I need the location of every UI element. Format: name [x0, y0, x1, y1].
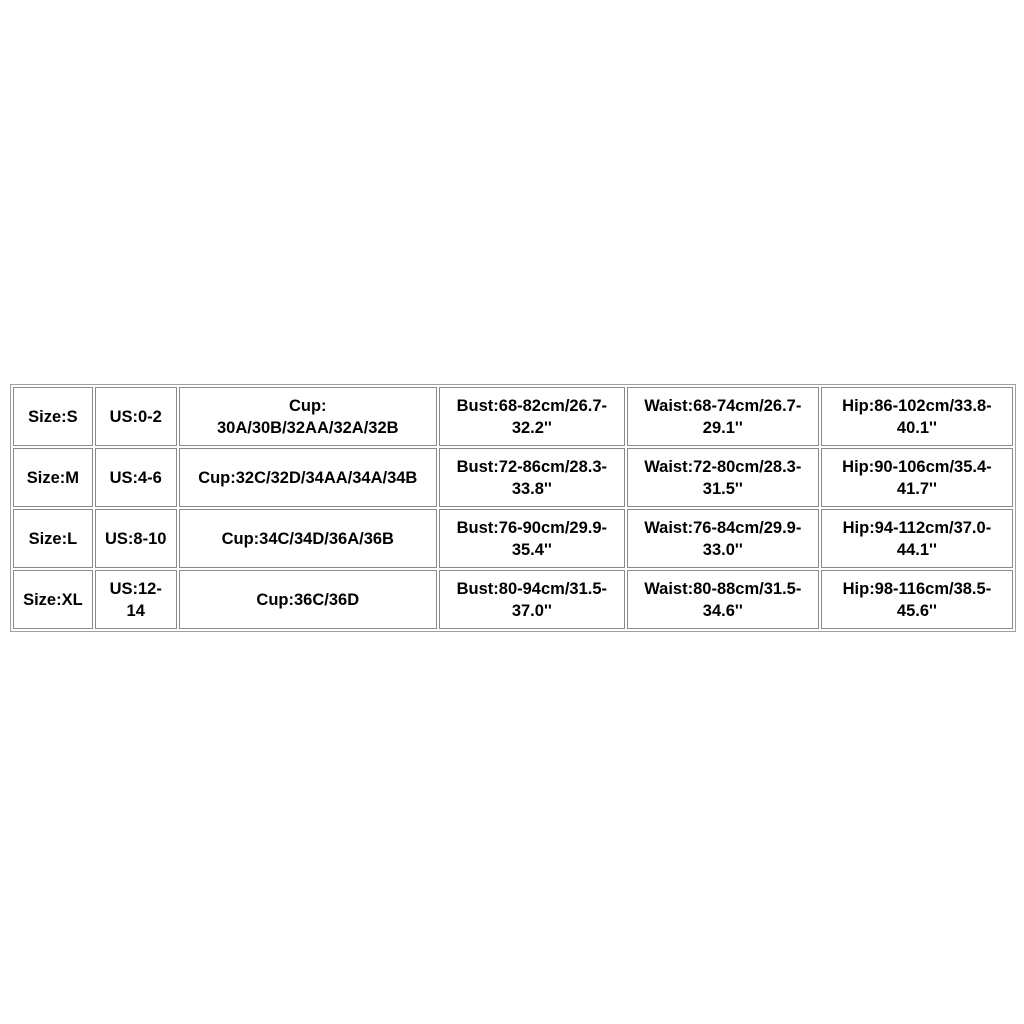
cup-cell: Cup:36C/36D — [179, 570, 437, 629]
bust-cell: Bust:68-82cm/26.7- 32.2'' — [439, 387, 625, 446]
bust-cell: Bust:76-90cm/29.9- 35.4'' — [439, 509, 625, 568]
size-cell: Size:S — [13, 387, 93, 446]
table-row-size-m — [13, 448, 1013, 507]
size-cell: Size:M — [13, 448, 93, 507]
hip-cell: Hip:86-102cm/33.8- 40.1'' — [821, 387, 1013, 446]
cup-cell: Cup: 30A/30B/32AA/32A/32B — [179, 387, 437, 446]
waist-cell: Waist:72-80cm/28.3- 31.5'' — [627, 448, 819, 507]
waist-cell: Waist:68-74cm/26.7- 29.1'' — [627, 387, 819, 446]
us-size-cell: US:8-10 — [95, 509, 177, 568]
hip-cell: Hip:90-106cm/35.4- 41.7'' — [821, 448, 1013, 507]
waist-cell: Waist:80-88cm/31.5- 34.6'' — [627, 570, 819, 629]
bust-cell: Bust:72-86cm/28.3- 33.8'' — [439, 448, 625, 507]
table-row-size-l — [13, 509, 1013, 568]
us-size-cell: US:4-6 — [95, 448, 177, 507]
hip-cell: Hip:94-112cm/37.0- 44.1'' — [821, 509, 1013, 568]
size-cell: Size:L — [13, 509, 93, 568]
us-size-cell: US:0-2 — [95, 387, 177, 446]
size-cell: Size:XL — [13, 570, 93, 629]
bust-cell: Bust:80-94cm/31.5- 37.0'' — [439, 570, 625, 629]
waist-cell: Waist:76-84cm/29.9- 33.0'' — [627, 509, 819, 568]
us-size-cell: US:12- 14 — [95, 570, 177, 629]
cup-cell: Cup:32C/32D/34AA/34A/34B — [179, 448, 437, 507]
cup-cell: Cup:34C/34D/36A/36B — [179, 509, 437, 568]
table-row-size-xl — [13, 570, 1013, 629]
hip-cell: Hip:98-116cm/38.5- 45.6'' — [821, 570, 1013, 629]
size-chart-table — [10, 384, 1016, 632]
table-row-size-s — [13, 387, 1013, 446]
